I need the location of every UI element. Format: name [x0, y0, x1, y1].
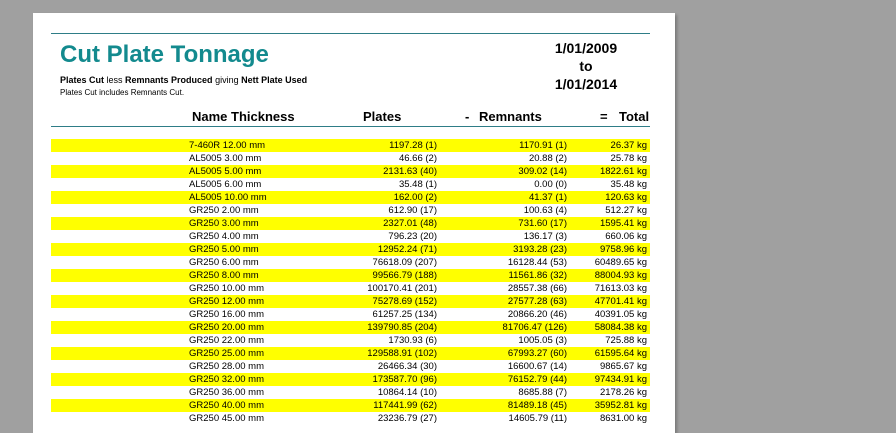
- table-row: [51, 269, 650, 282]
- row-plates: 10864.14 (10): [377, 387, 437, 398]
- column-header-minus: -: [465, 109, 470, 124]
- row-total: 40391.05 kg: [594, 309, 647, 320]
- row-plates: 2327.01 (48): [383, 218, 437, 229]
- row-remnants: 3193.28 (23): [513, 244, 567, 255]
- row-plates: 12952.24 (71): [377, 244, 437, 255]
- date-to-word: to: [579, 58, 593, 74]
- table-row: [51, 308, 650, 321]
- row-name-thickness: 7-460R 12.00 mm: [189, 140, 266, 151]
- column-header-equals: =: [600, 109, 608, 124]
- date-range: [543, 39, 629, 93]
- row-plates: 23236.79 (27): [377, 413, 437, 424]
- row-plates: 76618.09 (207): [372, 257, 437, 268]
- row-total: 512.27 kg: [605, 205, 647, 216]
- row-remnants: 0.00 (0): [534, 179, 567, 190]
- table-row: [51, 178, 650, 191]
- row-plates: 46.66 (2): [398, 153, 437, 164]
- tonnage-table: [51, 139, 650, 425]
- table-row: [51, 191, 650, 204]
- row-total: 61595.64 kg: [594, 348, 647, 359]
- row-plates: 1197.28 (1): [389, 140, 437, 151]
- row-name-thickness: GR250 6.00 mm: [189, 257, 259, 268]
- row-total: 25.78 kg: [610, 153, 647, 164]
- row-remnants: 309.02 (14): [518, 166, 567, 177]
- row-name-thickness: AL5005 5.00 mm: [189, 166, 262, 177]
- row-remnants: 14605.79 (11): [508, 413, 567, 424]
- table-row: [51, 230, 650, 243]
- row-total: 58084.38 kg: [594, 322, 647, 333]
- table-row: [51, 243, 650, 256]
- row-total: 35.48 kg: [610, 179, 647, 190]
- row-name-thickness: GR250 20.00 mm: [189, 322, 264, 333]
- subtitle-less: less: [104, 75, 126, 85]
- table-row: [51, 334, 650, 347]
- table-row: [51, 282, 650, 295]
- row-total: 8631.00 kg: [599, 413, 647, 424]
- row-plates: 117441.99 (62): [373, 400, 437, 411]
- date-to: 1/01/2014: [554, 76, 618, 92]
- row-remnants: 16600.67 (14): [507, 361, 567, 372]
- row-total: 88004.93 kg: [594, 270, 647, 281]
- report-page: [33, 13, 675, 433]
- table-row: [51, 399, 650, 412]
- row-remnants: 41.37 (1): [528, 192, 567, 203]
- row-total: 120.63 kg: [605, 192, 647, 203]
- row-remnants: 1005.05 (3): [518, 335, 567, 346]
- row-plates: 75278.69 (152): [372, 296, 437, 307]
- row-remnants: 20.88 (2): [528, 153, 567, 164]
- row-plates: 612.90 (17): [388, 205, 437, 216]
- column-header-plates: Plates: [363, 109, 402, 124]
- row-name-thickness: GR250 40.00 mm: [189, 400, 264, 411]
- row-plates: 139790.85 (204): [367, 322, 437, 333]
- table-row: [51, 165, 650, 178]
- row-remnants: 81706.47 (126): [502, 322, 567, 333]
- row-name-thickness: AL5005 10.00 mm: [189, 192, 267, 203]
- row-plates: 100170.41 (201): [367, 283, 437, 294]
- table-row: [51, 386, 650, 399]
- date-from: 1/01/2009: [554, 40, 618, 56]
- row-plates: 1730.93 (6): [388, 335, 437, 346]
- row-name-thickness: GR250 45.00 mm: [189, 413, 264, 424]
- table-row: [51, 295, 650, 308]
- table-row: [51, 152, 650, 165]
- row-total: 35952.81 kg: [594, 400, 647, 411]
- row-remnants: 11561.86 (32): [508, 270, 567, 281]
- row-plates: 26466.34 (30): [377, 361, 437, 372]
- table-row: [51, 217, 650, 230]
- row-name-thickness: GR250 25.00 mm: [189, 348, 264, 359]
- table-row: [51, 321, 650, 334]
- row-name-thickness: GR250 16.00 mm: [189, 309, 264, 320]
- row-name-thickness: GR250 4.00 mm: [189, 231, 259, 242]
- row-remnants: 67993.27 (60): [507, 348, 567, 359]
- row-total: 2178.26 kg: [599, 387, 647, 398]
- row-remnants: 76152.79 (44): [507, 374, 567, 385]
- subtitle-plates-cut: Plates Cut: [60, 75, 105, 85]
- row-total: 725.88 kg: [605, 335, 647, 346]
- row-name-thickness: GR250 12.00 mm: [189, 296, 264, 307]
- column-header-total: Total: [619, 109, 650, 124]
- row-remnants: 1170.91 (1): [519, 140, 567, 151]
- subtitle-giving: giving: [212, 75, 242, 85]
- table-row: [51, 360, 650, 373]
- report-note: Plates Cut includes Remnants Cut.: [60, 88, 185, 97]
- report-subtitle: [60, 75, 307, 85]
- row-remnants: 731.60 (17): [518, 218, 567, 229]
- row-plates: 173587.70 (96): [372, 374, 437, 385]
- row-total: 47701.41 kg: [594, 296, 647, 307]
- row-remnants: 16128.44 (53): [507, 257, 567, 268]
- row-total: 9865.67 kg: [599, 361, 647, 372]
- table-row: [51, 256, 650, 269]
- table-row: [51, 347, 650, 360]
- row-name-thickness: AL5005 3.00 mm: [189, 153, 262, 164]
- row-remnants: 28557.38 (66): [507, 283, 567, 294]
- row-remnants: 81489.18 (45): [507, 400, 567, 411]
- row-total: 1822.61 kg: [599, 166, 647, 177]
- row-total: 26.37 kg: [610, 140, 647, 151]
- row-plates: 129588.91 (102): [367, 348, 437, 359]
- table-row: [51, 373, 650, 386]
- row-remnants: 27577.28 (63): [507, 296, 567, 307]
- top-divider: [51, 33, 650, 34]
- row-remnants: 8685.88 (7): [518, 387, 567, 398]
- row-total: 9758.96 kg: [599, 244, 647, 255]
- row-name-thickness: GR250 36.00 mm: [189, 387, 264, 398]
- row-name-thickness: GR250 10.00 mm: [189, 283, 264, 294]
- table-row: [51, 204, 650, 217]
- column-header-remnants: Remnants: [479, 109, 542, 124]
- row-name-thickness: GR250 8.00 mm: [189, 270, 259, 281]
- row-name-thickness: GR250 2.00 mm: [189, 205, 259, 216]
- row-remnants: 100.63 (4): [523, 205, 567, 216]
- header-divider: [51, 126, 650, 127]
- row-name-thickness: GR250 22.00 mm: [189, 335, 264, 346]
- row-name-thickness: AL5005 6.00 mm: [189, 179, 262, 190]
- row-plates: 796.23 (20): [388, 231, 437, 242]
- row-name-thickness: GR250 5.00 mm: [189, 244, 259, 255]
- row-name-thickness: GR250 3.00 mm: [189, 218, 259, 229]
- row-total: 660.06 kg: [605, 231, 647, 242]
- subtitle-nett-plate-used: Nett Plate Used: [241, 75, 308, 85]
- row-plates: 35.48 (1): [398, 179, 437, 190]
- row-total: 1595.41 kg: [599, 218, 647, 229]
- row-name-thickness: GR250 32.00 mm: [189, 374, 264, 385]
- subtitle-remnants-produced: Remnants Produced: [125, 75, 213, 85]
- row-total: 71613.03 kg: [594, 283, 647, 294]
- row-remnants: 136.17 (3): [523, 231, 567, 242]
- row-plates: 99566.79 (188): [372, 270, 437, 281]
- row-total: 60489.65 kg: [594, 257, 647, 268]
- row-total: 97434.91 kg: [594, 374, 647, 385]
- row-plates: 162.00 (2): [393, 192, 437, 203]
- row-name-thickness: GR250 28.00 mm: [189, 361, 264, 372]
- row-plates: 61257.25 (134): [372, 309, 437, 320]
- column-header-name: Name Thickness: [192, 109, 295, 124]
- report-title: Cut Plate Tonnage: [60, 41, 269, 68]
- table-row: [51, 139, 650, 152]
- row-plates: 2131.63 (40): [383, 166, 437, 177]
- row-remnants: 20866.20 (46): [507, 309, 567, 320]
